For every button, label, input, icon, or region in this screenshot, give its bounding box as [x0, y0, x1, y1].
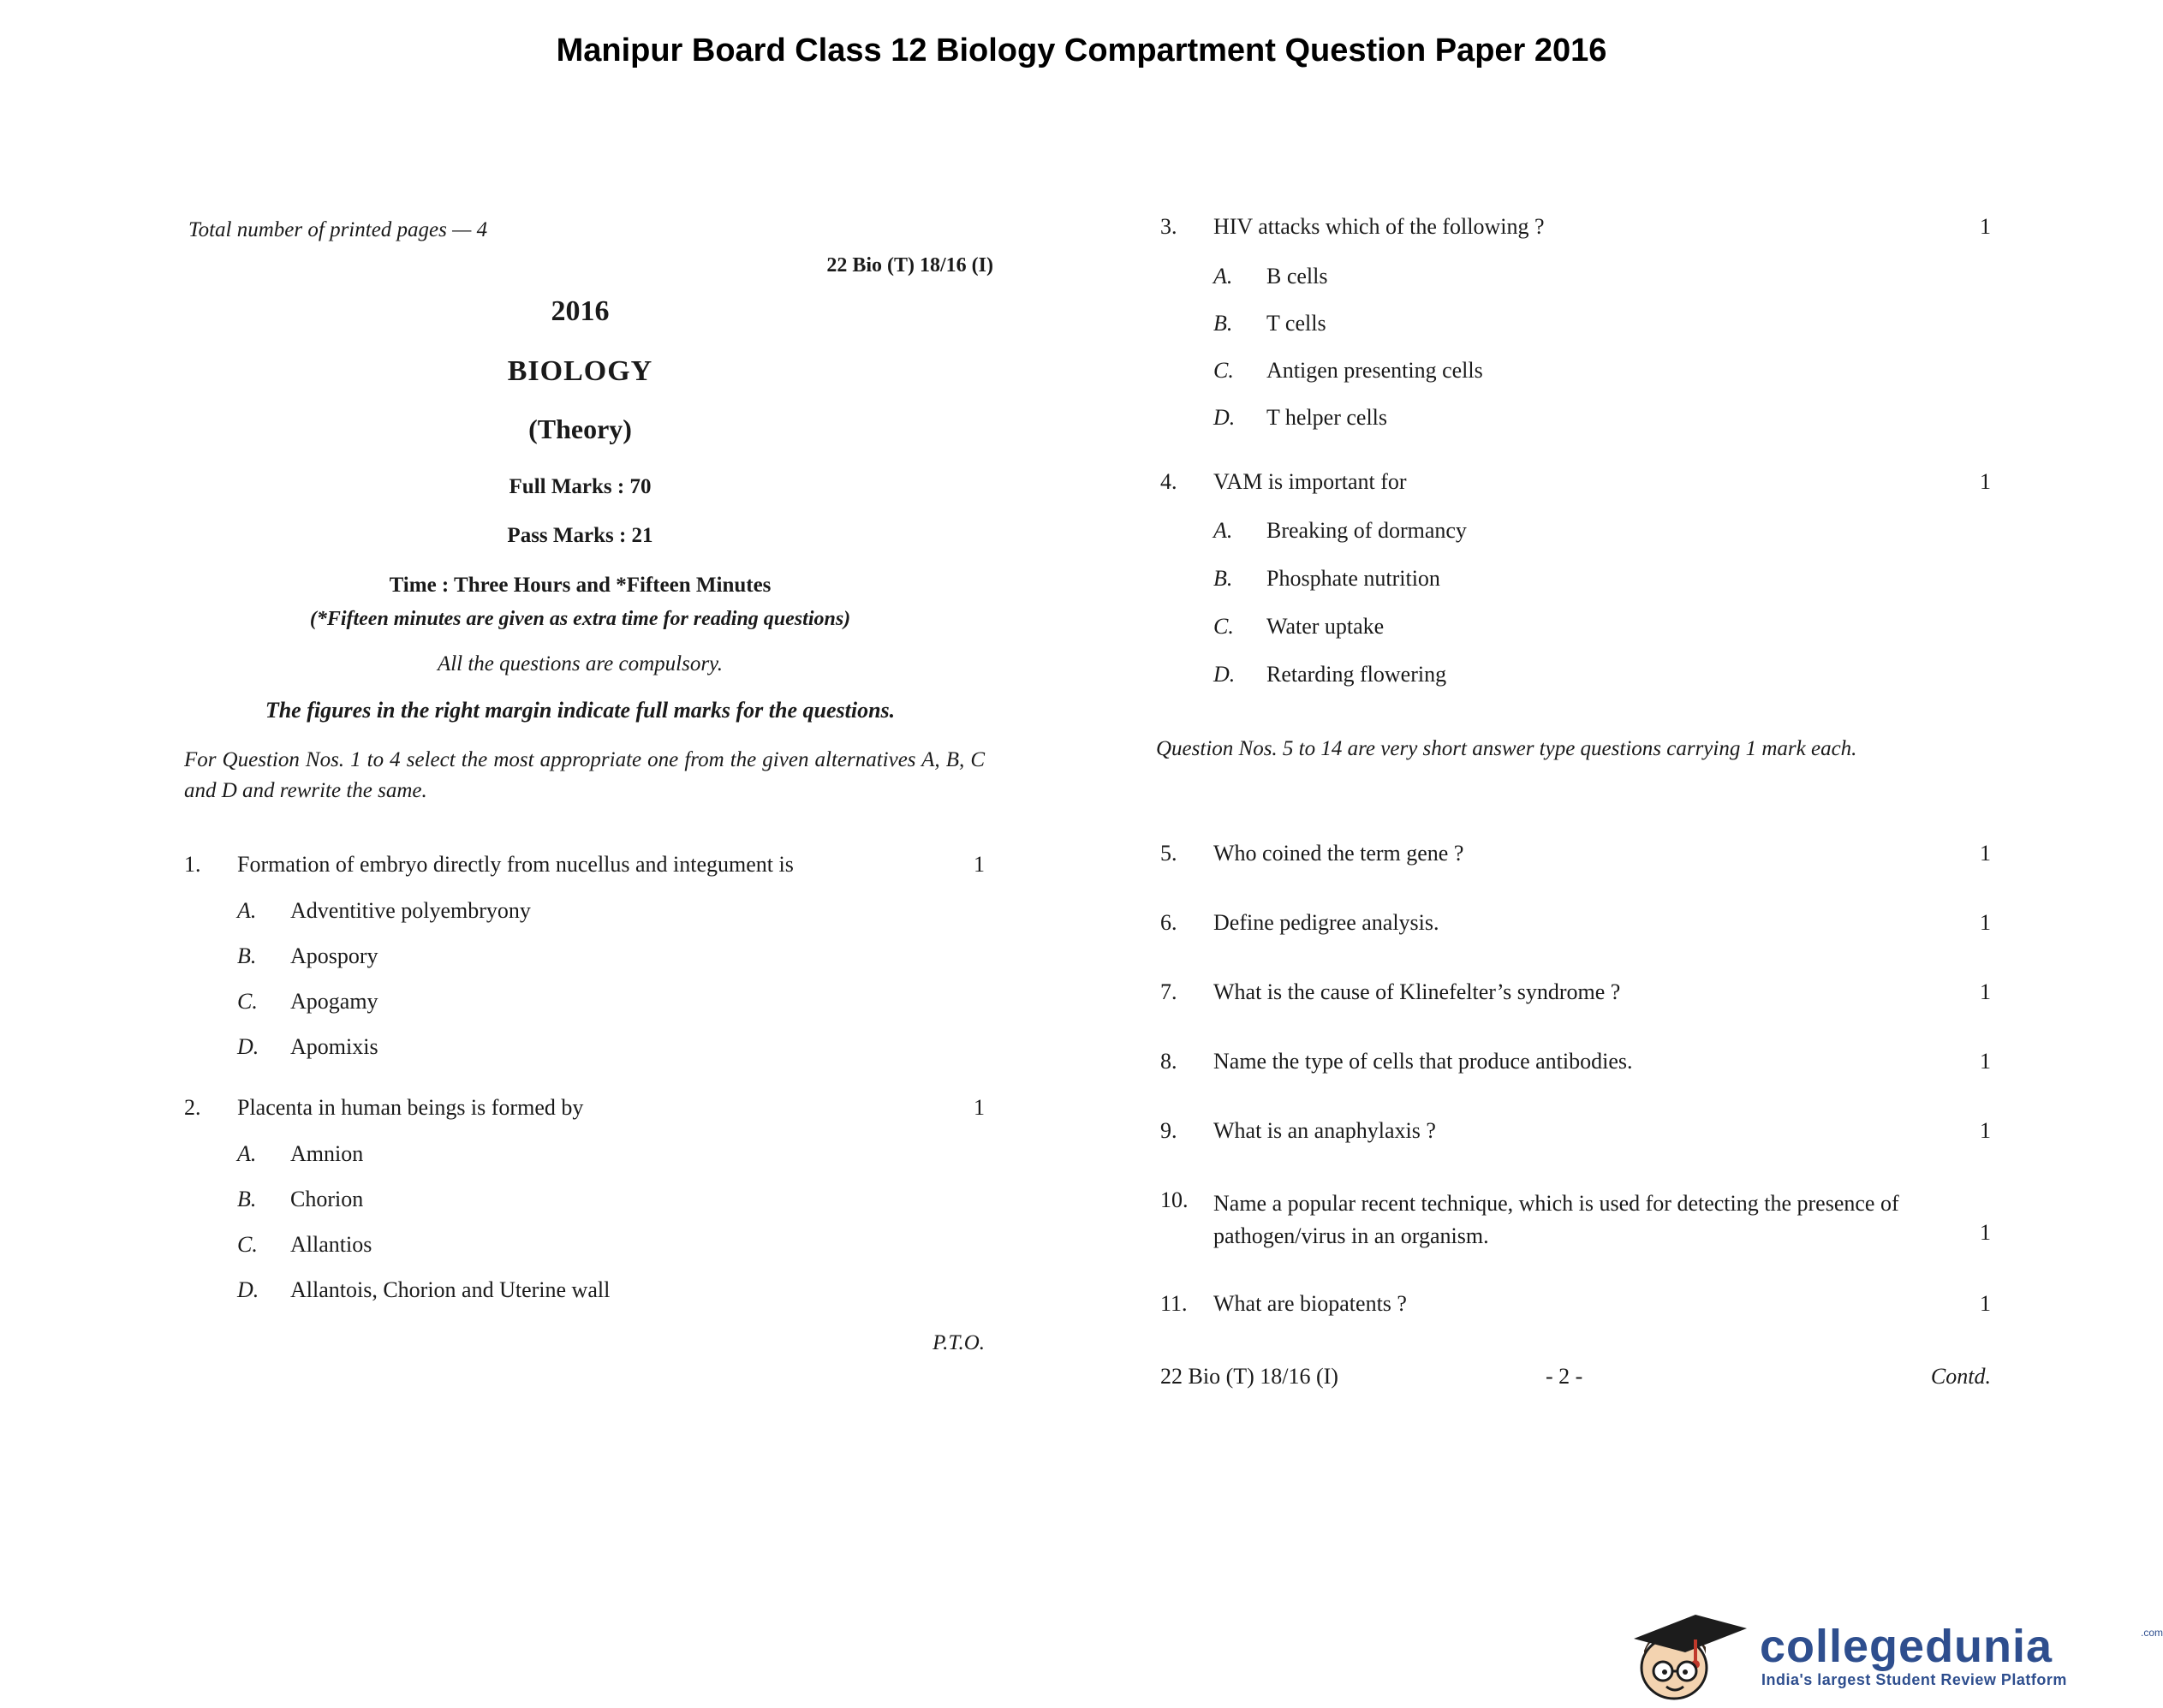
option-label: D.	[1213, 662, 1236, 687]
question-number: 6.	[1160, 910, 1177, 935]
question-marks: 1	[1980, 1220, 1991, 1245]
option-text: Adventitive polyembryony	[290, 898, 531, 923]
question-marks: 1	[974, 1095, 985, 1120]
question-text: What are biopatents ?	[1213, 1291, 1407, 1316]
question-text: Formation of embryo directly from nucellus and integument is	[237, 852, 794, 877]
subject-title: BIOLOGY	[507, 355, 653, 387]
question-text: What is the cause of Klinefelter’s syndrome ?	[1213, 979, 1621, 1004]
footer-contd: Contd.	[1930, 1364, 1991, 1389]
collegedunia-logo[interactable]	[1610, 1610, 2163, 1704]
pto-note: P.T.O.	[933, 1331, 985, 1354]
footer-paper-code: 22 Bio (T) 18/16 (I)	[1160, 1364, 1338, 1389]
mcq-instruction: For Question Nos. 1 to 4 select the most appropriate one from the given alternatives A, B, C and D and rewrite the same.	[184, 748, 985, 802]
paper-code: 22 Bio (T) 18/16 (I)	[826, 254, 993, 277]
footer-page-number: - 2 -	[1546, 1364, 1583, 1389]
exam-year: 2016	[551, 295, 610, 327]
option-label: C.	[1213, 358, 1234, 383]
option-label: C.	[237, 989, 258, 1014]
marks-margin-note: The figures in the right margin indicate full marks for the questions.	[265, 698, 896, 723]
question-number: 11.	[1160, 1291, 1188, 1316]
question-marks: 1	[1980, 841, 1991, 866]
option-label: B.	[1213, 566, 1233, 591]
option-text: Amnion	[290, 1141, 364, 1166]
question-marks: 1	[1980, 1049, 1991, 1074]
question-number: 3.	[1160, 214, 1177, 239]
question-text: HIV attacks which of the following ?	[1213, 214, 1545, 239]
option-text: Chorion	[290, 1187, 364, 1211]
question-number: 10.	[1160, 1187, 1189, 1212]
logo-domain-suffix: .com	[2141, 1627, 2163, 1639]
question-text: Name the type of cells that produce antibodies.	[1213, 1049, 1633, 1074]
question-paper-page-2	[1143, 184, 1999, 1425]
option-text: T helper cells	[1266, 405, 1388, 430]
student-mascot-icon	[1610, 1610, 1755, 1704]
option-text: Breaking of dormancy	[1266, 518, 1467, 543]
question-marks: 1	[1980, 214, 1991, 239]
option-text: T cells	[1266, 311, 1326, 336]
question-marks: 1	[1980, 979, 1991, 1004]
option-label: A.	[1213, 264, 1233, 289]
option-text: Water uptake	[1266, 614, 1385, 639]
question-text: Who coined the term gene ?	[1213, 841, 1464, 866]
pass-marks: Pass Marks : 21	[507, 524, 653, 547]
page-title: Manipur Board Class 12 Biology Compartment Question Paper 2016	[556, 33, 1607, 68]
question-number: 4.	[1160, 469, 1177, 494]
option-text: Apomixis	[290, 1034, 378, 1059]
question-marks: 1	[1980, 1118, 1991, 1143]
question-text: Define pedigree analysis.	[1213, 910, 1439, 935]
question-text: Placenta in human beings is formed by	[237, 1095, 584, 1120]
short-answer-instruction: Question Nos. 5 to 14 are very short answer type questions carrying 1 mark each.	[1156, 737, 1857, 760]
option-text: B cells	[1266, 264, 1328, 289]
question-number: 5.	[1160, 841, 1177, 866]
logo-wordmark: collegedunia	[1760, 1621, 2053, 1672]
question-text: VAM is important for	[1213, 469, 1407, 494]
option-text: Apospory	[290, 943, 378, 968]
option-text: Allantios	[290, 1232, 372, 1257]
option-label: C.	[1213, 614, 1234, 639]
question-number: 9.	[1160, 1118, 1177, 1143]
question-marks: 1	[974, 852, 985, 877]
question-marks: 1	[1980, 910, 1991, 935]
question-number: 1.	[184, 852, 201, 877]
option-text: Retarding flowering	[1266, 662, 1447, 687]
extra-time-note: (*Fifteen minutes are given as extra time for reading questions)	[309, 608, 851, 630]
option-label: D.	[1213, 405, 1236, 430]
question-number: 8.	[1160, 1049, 1177, 1074]
question-text: Name a popular recent technique, which is used for detecting the presence of pathogen/virus in an organism.	[1213, 1191, 1899, 1248]
question-paper-page-1	[167, 184, 993, 1425]
option-label: A.	[1213, 518, 1233, 543]
exam-time: Time : Three Hours and *Fifteen Minutes	[389, 574, 772, 597]
full-marks: Full Marks : 70	[509, 475, 652, 498]
question-number: 2.	[184, 1095, 201, 1120]
option-label: B.	[237, 943, 257, 968]
option-text: Allantois, Chorion and Uterine wall	[290, 1277, 611, 1302]
logo-tagline: India's largest Student Review Platform	[1761, 1671, 2067, 1688]
option-text: Apogamy	[290, 989, 378, 1014]
printed-pages-note: Total number of printed pages — 4	[188, 218, 488, 241]
option-label: C.	[237, 1232, 258, 1257]
question-text: What is an anaphylaxis ?	[1213, 1118, 1436, 1143]
question-marks: 1	[1980, 1291, 1991, 1316]
compulsory-note: All the questions are compulsory.	[437, 652, 724, 675]
question-marks: 1	[1980, 469, 1991, 494]
option-label: B.	[1213, 311, 1233, 336]
option-label: D.	[237, 1277, 259, 1302]
option-label: A.	[237, 1141, 257, 1166]
option-label: B.	[237, 1187, 257, 1211]
question-number: 7.	[1160, 979, 1177, 1004]
option-label: A.	[237, 898, 257, 923]
paper-type: (Theory)	[528, 414, 632, 444]
option-label: D.	[237, 1034, 259, 1059]
option-text: Phosphate nutrition	[1266, 566, 1440, 591]
option-text: Antigen presenting cells	[1266, 358, 1483, 383]
